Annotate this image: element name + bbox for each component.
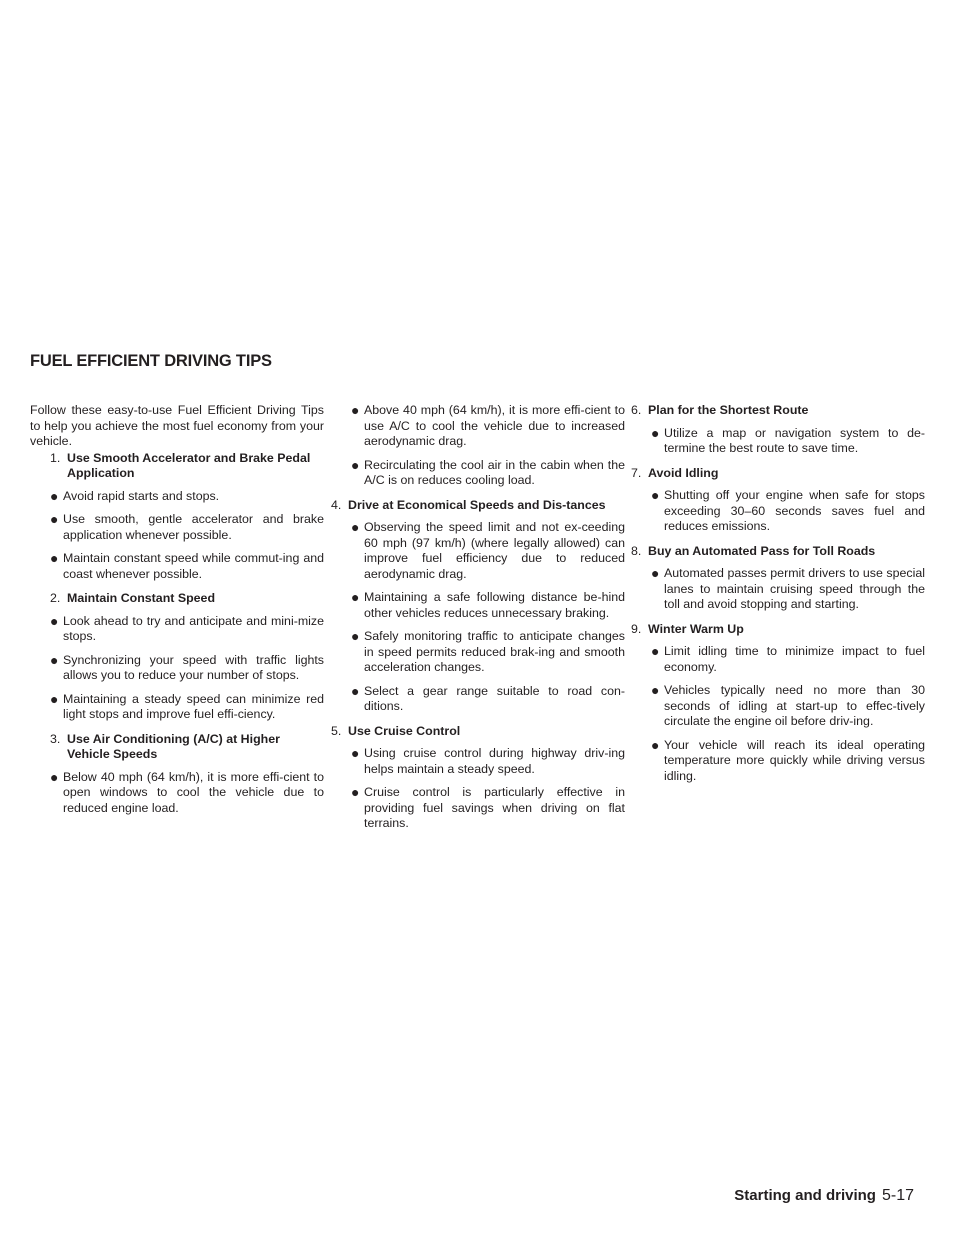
bullet-list (331, 520, 625, 715)
bullet-list (30, 770, 324, 817)
bullet-item (331, 746, 625, 777)
list-item-heading (30, 732, 324, 763)
bullet-icon: ● (351, 456, 360, 473)
bullet-icon: ● (50, 690, 59, 707)
bullet-icon: ● (50, 612, 59, 629)
bullet-list (331, 746, 625, 832)
list-item-number: 9. (631, 621, 642, 636)
bullet-icon: ● (50, 487, 59, 504)
list-item-heading (631, 544, 925, 560)
continued-bullets (331, 403, 625, 489)
list-item-number: 7. (631, 465, 642, 480)
list-item-title: Use Smooth Accelerator and Brake Pedal Application (67, 450, 311, 480)
list-items (631, 403, 925, 784)
bullet-icon: ● (651, 643, 660, 659)
bullet-icon: ● (351, 402, 360, 418)
bullet-icon: ● (651, 424, 660, 441)
list-item-title: Maintain Constant Speed (67, 591, 216, 605)
list-item-title: Avoid Idling (648, 465, 719, 480)
bullet-text: Synchronizing your speed with traffic lights allows you to reduce your number of stops. (63, 652, 324, 682)
column-2 (331, 403, 625, 841)
bullet-text: Maintaining a steady speed can minimize red light stops and improve fuel effi-ciency. (63, 691, 324, 721)
bullet-text: Cruise control is particularly effective in providing fuel savings when driving on flat terrains. (364, 785, 625, 830)
bullet-text: Below 40 mph (64 km/h), it is more effi-cient to open windows to cool the vehicle due to reduced engine load. (63, 769, 324, 815)
list-item-number: 4. (331, 497, 342, 512)
bullet-text: Observing the speed limit and not ex-ceeding 60 mph (97 km/h) (where legally allowed) can improve fuel efficiency due to reduced aerodynamic drag. (364, 520, 625, 581)
bullet-list (30, 489, 324, 583)
bullet-icon: ● (651, 487, 660, 503)
bullet-icon: ● (351, 628, 360, 644)
bullet-text: Vehicles typically need no more than 30 seconds of idling at start-up to effec-tively circulate the engine oil before driv-ing. (664, 683, 925, 728)
bullet-icon: ● (651, 736, 660, 753)
bullet-item (331, 629, 625, 676)
bullet-list (631, 644, 925, 784)
list-item-heading (30, 591, 324, 607)
bullet-item (631, 644, 925, 675)
column-3 (631, 403, 925, 793)
list-items (331, 498, 625, 832)
bullet-text: Select a gear range suitable to road con-ditions. (364, 683, 625, 713)
bullet-text: Maintaining a safe following distance be-hind other vehicles reduces unnecessary braking. (364, 590, 625, 620)
bullet-item (331, 590, 625, 621)
bullet-icon: ● (50, 550, 59, 566)
bullet-item (631, 426, 925, 457)
list-item-number: 2. (50, 591, 61, 605)
list-item-title: Use Cruise Control (348, 723, 461, 738)
intro-paragraph: Follow these easy-to-use Fuel Efficient Driving Tips to help you achieve the most fuel economy from your vehicle. (30, 403, 324, 448)
list-item-heading (331, 724, 625, 740)
list-item-heading (631, 403, 925, 419)
bullet-item (30, 770, 324, 817)
bullet-item (631, 566, 925, 613)
bullet-text: Above 40 mph (64 km/h), it is more effi-cient to use A/C to cool the vehicle due to increased aerodynamic drag. (364, 403, 625, 448)
list-item-number: 5. (331, 723, 342, 738)
bullet-icon: ● (351, 589, 360, 605)
list-item-title: Drive at Economical Speeds and Dis-tances (348, 497, 606, 512)
bullet-text: Your vehicle will reach its ideal operating temperature more quickly while driving versus idling. (664, 737, 925, 783)
bullet-text: Maintain constant speed while commut-ing and coast whenever possible. (63, 551, 324, 581)
bullet-item (331, 684, 625, 715)
list-item-number: 6. (631, 403, 642, 417)
bullet-item (631, 488, 925, 535)
list-items (30, 451, 324, 817)
list-item-heading (30, 451, 324, 482)
bullet-list (631, 566, 925, 613)
list-item-title: Use Air Conditioning (A/C) at Higher Vehicle Speeds (67, 731, 280, 761)
bullet-text: Recirculating the cool air in the cabin when the A/C is on reduces cooling load. (364, 457, 625, 487)
bullet-list (631, 488, 925, 535)
bullet-text: Use smooth, gentle accelerator and brake application whenever possible. (63, 512, 324, 542)
bullet-text: Avoid rapid starts and stops. (63, 488, 220, 503)
bullet-text: Utilize a map or navigation system to de-termine the best route to save time. (664, 425, 925, 455)
list-item-heading (631, 466, 925, 482)
bullet-item (331, 458, 625, 489)
bullet-text: Shutting off your engine when safe for stops exceeding 30–60 seconds saves fuel and reduces emissions. (664, 488, 925, 533)
bullet-item (30, 489, 324, 505)
list-item-number: 3. (50, 731, 61, 746)
bullet-item (331, 520, 625, 582)
bullet-item (30, 692, 324, 723)
bullet-item (30, 512, 324, 543)
bullet-icon: ● (351, 784, 360, 800)
bullet-icon: ● (351, 682, 360, 699)
bullet-text: Safely monitoring traffic to anticipate changes in speed permits reduced brak-ing and smooth acceleration changes. (364, 629, 625, 674)
column-1 (30, 403, 324, 825)
bullet-icon: ● (351, 519, 360, 535)
list-item-title: Buy an Automated Pass for Toll Roads (648, 543, 876, 558)
list-item-number: 1. (50, 450, 61, 465)
bullet-list (30, 614, 324, 723)
list-item-title: Plan for the Shortest Route (648, 403, 809, 417)
page-footer (734, 1187, 914, 1205)
bullet-item (30, 551, 324, 582)
bullet-icon: ● (651, 682, 660, 698)
list-item-title: Winter Warm Up (648, 621, 744, 636)
chapter-title: Starting and driving (734, 1187, 876, 1204)
bullet-item (631, 738, 925, 785)
bullet-icon: ● (50, 768, 59, 785)
bullet-item (331, 785, 625, 832)
bullet-text: Look ahead to try and anticipate and mini-mize stops. (63, 613, 324, 643)
bullet-icon: ● (651, 565, 660, 581)
list-item-number: 8. (631, 543, 642, 558)
section-title: FUEL EFFICIENT DRIVING TIPS (30, 352, 272, 370)
bullet-item (30, 614, 324, 645)
bullet-item (331, 403, 625, 450)
list-item-heading (631, 622, 925, 638)
bullet-text: Using cruise control during highway driv-ing helps maintain a steady speed. (364, 746, 625, 776)
bullet-icon: ● (351, 745, 360, 761)
bullet-icon: ● (50, 511, 59, 527)
bullet-item (30, 653, 324, 684)
list-item-heading (331, 498, 625, 514)
bullet-list (631, 426, 925, 457)
page-number: 5-17 (881, 1187, 914, 1204)
bullet-text: Limit idling time to minimize impact to fuel economy. (664, 644, 925, 674)
bullet-item (631, 683, 925, 730)
bullet-icon: ● (50, 651, 59, 668)
bullet-text: Automated passes permit drivers to use special lanes to maintain cruising speed through the toll and avoid stopping and starting. (664, 566, 925, 611)
